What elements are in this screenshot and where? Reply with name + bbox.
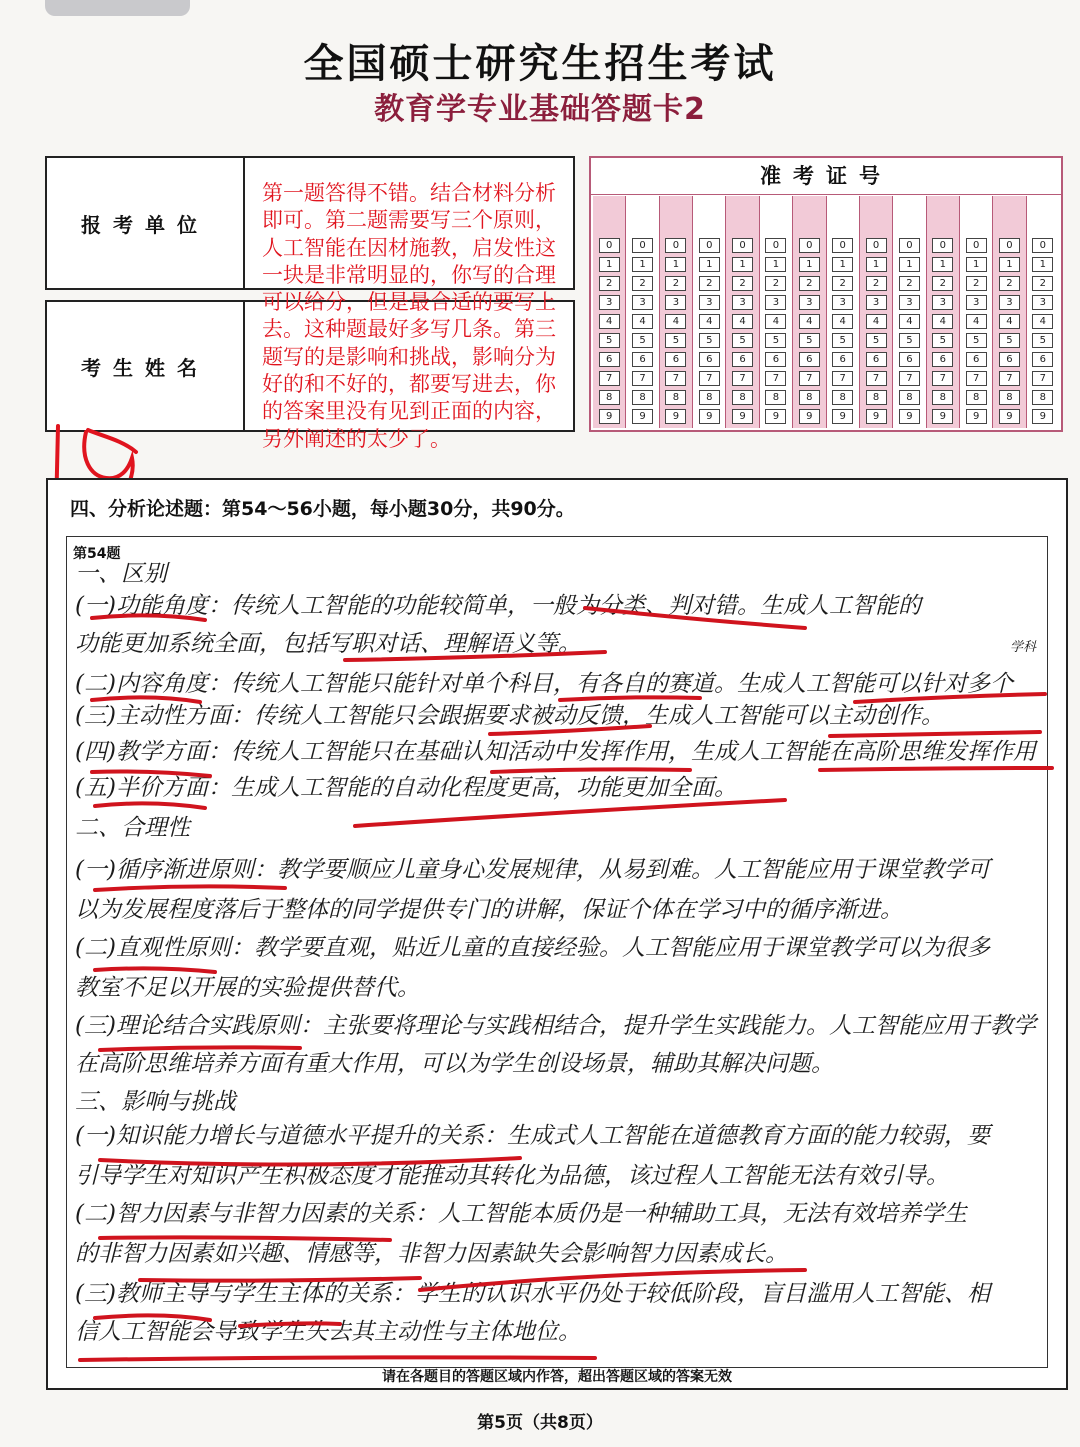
digit-bubble[interactable]: 7 <box>699 371 720 386</box>
page-number: 第5页（共8页） <box>477 1413 603 1433</box>
digit-bubble[interactable]: 7 <box>899 371 920 386</box>
digit-bubble[interactable]: 1 <box>866 257 887 272</box>
digit-bubble[interactable]: 1 <box>765 257 786 272</box>
digit-bubble[interactable]: 2 <box>999 276 1020 291</box>
score-value: 19 <box>40 418 42 419</box>
digit-bubble[interactable]: 6 <box>866 352 887 367</box>
digit-bubble[interactable]: 8 <box>832 390 853 405</box>
digit-bubble[interactable]: 1 <box>1032 257 1053 272</box>
digit-bubble[interactable]: 2 <box>832 276 853 291</box>
digit-bubble[interactable]: 3 <box>1032 295 1053 310</box>
digit-bubble[interactable]: 9 <box>866 409 887 424</box>
digit-bubble[interactable]: 0 <box>765 238 786 253</box>
answer-notice: 请在各题目的答题区域内作答，超出答题区域的答案无效 <box>382 1369 732 1385</box>
answer-line: 一、区别 <box>75 561 167 587</box>
digit-bubble[interactable]: 2 <box>632 276 653 291</box>
digit-bubble[interactable]: 0 <box>732 238 753 253</box>
digit-bubble[interactable]: 0 <box>665 238 686 253</box>
digit-bubble[interactable]: 4 <box>832 314 853 329</box>
digit-bubble[interactable]: 1 <box>699 257 720 272</box>
digit-bubble[interactable]: 0 <box>1032 238 1053 253</box>
digit-bubble[interactable]: 9 <box>899 409 920 424</box>
id-column <box>960 196 993 428</box>
answer-line: 在高阶思维培养方面有重大作用，可以为学生创设场景，辅助其解决问题。 <box>75 1051 834 1077</box>
digit-bubble[interactable]: 4 <box>632 314 653 329</box>
digit-bubble[interactable]: 5 <box>699 333 720 348</box>
digit-bubble[interactable]: 1 <box>966 257 987 272</box>
digit-bubble[interactable]: 2 <box>665 276 686 291</box>
digit-bubble[interactable]: 3 <box>966 295 987 310</box>
digit-bubble[interactable]: 6 <box>765 352 786 367</box>
digit-bubble[interactable]: 9 <box>699 409 720 424</box>
digit-bubble[interactable]: 2 <box>966 276 987 291</box>
id-column <box>760 196 793 428</box>
digit-bubble[interactable]: 6 <box>599 352 620 367</box>
digit-bubble[interactable]: 8 <box>899 390 920 405</box>
digit-bubble[interactable]: 4 <box>699 314 720 329</box>
unit-label: 报考单位 <box>47 158 245 288</box>
digit-bubble[interactable]: 7 <box>799 371 820 386</box>
digit-bubble[interactable]: 2 <box>866 276 887 291</box>
digit-bubble[interactable]: 0 <box>999 238 1020 253</box>
answer-area <box>46 478 1068 1390</box>
digit-bubble[interactable]: 6 <box>966 352 987 367</box>
digit-bubble[interactable]: 7 <box>932 371 953 386</box>
digit-bubble[interactable]: 4 <box>932 314 953 329</box>
digit-bubble[interactable]: 0 <box>866 238 887 253</box>
digit-bubble[interactable]: 7 <box>632 371 653 386</box>
digit-bubble[interactable]: 3 <box>732 295 753 310</box>
digit-bubble[interactable]: 6 <box>632 352 653 367</box>
digit-bubble[interactable]: 0 <box>832 238 853 253</box>
digit-bubble[interactable]: 1 <box>632 257 653 272</box>
answer-line: 教室不足以开展的实验提供替代。 <box>75 975 420 1001</box>
answer-line: (二)智力因素与非智力因素的关系：人工智能本质仍是一种辅助工具，无法有效培养学生 <box>75 1201 967 1227</box>
admission-title: 准考证号 <box>591 158 1061 195</box>
answer-line: 的非智力因素如兴趣、情感等，非智力因素缺失会影响智力因素成长。 <box>75 1241 788 1267</box>
id-column <box>660 196 693 428</box>
id-column <box>827 196 860 428</box>
question-label: 第54题 <box>73 546 121 562</box>
digit-bubble[interactable]: 0 <box>899 238 920 253</box>
id-column <box>993 196 1026 428</box>
answer-line: (三)教师主导与学生主体的关系：学生的认识水平仍处于较低阶段，盲目滥用人工智能、相 <box>75 1281 990 1307</box>
digit-bubble[interactable]: 6 <box>832 352 853 367</box>
digit-bubble[interactable]: 1 <box>899 257 920 272</box>
digit-bubble[interactable]: 8 <box>799 390 820 405</box>
digit-bubble[interactable]: 3 <box>599 295 620 310</box>
digit-bubble[interactable]: 9 <box>966 409 987 424</box>
digit-bubble[interactable]: 9 <box>732 409 753 424</box>
answer-line: 功能更加系统全面，包括写职对话、理解语义等。 <box>75 631 581 657</box>
digit-bubble[interactable]: 4 <box>899 314 920 329</box>
digit-bubble[interactable]: 9 <box>832 409 853 424</box>
digit-bubble[interactable]: 2 <box>799 276 820 291</box>
admission-number-box <box>589 156 1063 432</box>
digit-bubble[interactable]: 0 <box>699 238 720 253</box>
answer-line: 二、合理性 <box>75 815 190 841</box>
digit-bubble[interactable]: 7 <box>999 371 1020 386</box>
digit-bubble[interactable]: 6 <box>732 352 753 367</box>
digit-bubble[interactable]: 9 <box>1032 409 1053 424</box>
id-column <box>726 196 759 428</box>
digit-bubble[interactable]: 6 <box>1032 352 1053 367</box>
answer-line: (四)教学方面：传统人工智能只在基础认知活动中发挥作用，生成人工智能在高阶思维发挥作用 <box>75 739 1036 765</box>
digit-bubble[interactable]: 5 <box>632 333 653 348</box>
bubble-grid <box>593 196 1059 428</box>
digit-bubble[interactable]: 6 <box>699 352 720 367</box>
digit-bubble[interactable]: 7 <box>966 371 987 386</box>
answer-line: (三)理论结合实践原则：主张要将理论与实践相结合，提升学生实践能力。人工智能应用于教学 <box>75 1013 1036 1039</box>
digit-bubble[interactable]: 6 <box>799 352 820 367</box>
digit-bubble[interactable]: 2 <box>699 276 720 291</box>
answer-box-q54 <box>66 536 1048 1368</box>
digit-bubble[interactable]: 4 <box>732 314 753 329</box>
digit-bubble[interactable]: 5 <box>932 333 953 348</box>
digit-bubble[interactable]: 5 <box>665 333 686 348</box>
digit-bubble[interactable]: 1 <box>832 257 853 272</box>
digit-bubble[interactable]: 5 <box>899 333 920 348</box>
id-column <box>1027 196 1059 428</box>
phone-status-pill <box>45 0 190 16</box>
answer-line: (五)半价方面：生成人工智能的自动化程度更高，功能更加全面。 <box>75 775 737 801</box>
id-column <box>927 196 960 428</box>
digit-bubble[interactable]: 4 <box>799 314 820 329</box>
answer-line: (二)直观性原则：教学要直观，贴近儿童的直接经验。人工智能应用于课堂教学可以为很多 <box>75 935 990 961</box>
id-column <box>860 196 893 428</box>
digit-bubble[interactable]: 5 <box>999 333 1020 348</box>
digit-bubble[interactable]: 7 <box>765 371 786 386</box>
digit-bubble[interactable]: 3 <box>799 295 820 310</box>
digit-bubble[interactable]: 4 <box>999 314 1020 329</box>
digit-bubble[interactable]: 2 <box>765 276 786 291</box>
answer-line: (一)循序渐进原则：教学要顺应儿童身心发展规律，从易到难。人工智能应用于课堂教学可 <box>75 857 990 883</box>
digit-bubble[interactable]: 9 <box>799 409 820 424</box>
answer-line: 引导学生对知识产生积极态度才能推动其转化为品德，该过程人工智能无法有效引导。 <box>75 1163 949 1189</box>
digit-bubble[interactable]: 7 <box>599 371 620 386</box>
digit-bubble[interactable]: 5 <box>966 333 987 348</box>
digit-bubble[interactable]: 6 <box>999 352 1020 367</box>
digit-bubble[interactable]: 3 <box>932 295 953 310</box>
digit-bubble[interactable]: 5 <box>866 333 887 348</box>
digit-bubble[interactable]: 6 <box>665 352 686 367</box>
digit-bubble[interactable]: 1 <box>799 257 820 272</box>
digit-bubble[interactable]: 3 <box>866 295 887 310</box>
answer-line: (一)功能角度：传统人工智能的功能较简单，一般为分类、判对错。生成人工智能的 <box>75 593 921 619</box>
digit-bubble[interactable]: 2 <box>732 276 753 291</box>
digit-bubble[interactable]: 3 <box>899 295 920 310</box>
digit-bubble[interactable]: 8 <box>1032 390 1053 405</box>
digit-bubble[interactable]: 9 <box>932 409 953 424</box>
answer-line: (三)主动性方面：传统人工智能只会跟据要求被动反馈，生成人工智能可以主动创作。 <box>75 703 944 729</box>
digit-bubble[interactable]: 5 <box>1032 333 1053 348</box>
digit-bubble[interactable]: 8 <box>732 390 753 405</box>
digit-bubble[interactable]: 4 <box>966 314 987 329</box>
digit-bubble[interactable]: 8 <box>999 390 1020 405</box>
digit-bubble[interactable]: 3 <box>665 295 686 310</box>
digit-bubble[interactable]: 5 <box>599 333 620 348</box>
digit-bubble[interactable]: 4 <box>665 314 686 329</box>
digit-bubble[interactable]: 3 <box>999 295 1020 310</box>
digit-bubble[interactable]: 9 <box>665 409 686 424</box>
digit-bubble[interactable]: 8 <box>632 390 653 405</box>
digit-bubble[interactable]: 1 <box>665 257 686 272</box>
digit-bubble[interactable]: 6 <box>932 352 953 367</box>
digit-bubble[interactable]: 8 <box>665 390 686 405</box>
answer-line: 信人工智能会导致学生失去其主动性与主体地位。 <box>75 1319 581 1345</box>
answer-line: (一)知识能力增长与道德水平提升的关系：生成式人工智能在道德教育方面的能力较弱，要 <box>75 1123 990 1149</box>
digit-bubble[interactable]: 8 <box>765 390 786 405</box>
answer-line: (二)内容角度：传统人工智能只能针对单个科目，有各自的赛道。生成人工智能可以针对多个 <box>75 671 1013 697</box>
id-column <box>593 196 626 428</box>
teacher-comment: 第一题答得不错。结合材料分析即可。第二题需要写三个原则，人工智能在因材施教，启发性这一块是非常明显的，你写的合理可以给分，但是最合适的要写上去。这种题最好多写几条。第三题写的是影响和挑战，影响分为好的和不好的，都要写进去，你的答案里没有见到正面的内容，另外阐述的太少了。 <box>262 181 556 451</box>
digit-bubble[interactable]: 8 <box>966 390 987 405</box>
digit-bubble[interactable]: 0 <box>966 238 987 253</box>
digit-bubble[interactable]: 9 <box>599 409 620 424</box>
digit-bubble[interactable]: 3 <box>699 295 720 310</box>
digit-bubble[interactable]: 7 <box>1032 371 1053 386</box>
digit-bubble[interactable]: 8 <box>866 390 887 405</box>
digit-bubble[interactable]: 0 <box>599 238 620 253</box>
id-column <box>626 196 659 428</box>
page-subtitle: 教育学专业基础答题卡2 <box>374 92 706 127</box>
answer-line: 三、影响与挑战 <box>75 1089 236 1115</box>
digit-bubble[interactable]: 8 <box>599 390 620 405</box>
margin-note: 学科 <box>1010 640 1037 655</box>
digit-bubble[interactable]: 0 <box>799 238 820 253</box>
page-title: 全国硕士研究生招生考试 <box>303 41 777 87</box>
digit-bubble[interactable]: 2 <box>1032 276 1053 291</box>
digit-bubble[interactable]: 4 <box>1032 314 1053 329</box>
digit-bubble[interactable]: 7 <box>665 371 686 386</box>
digit-bubble[interactable]: 9 <box>765 409 786 424</box>
digit-bubble[interactable]: 6 <box>899 352 920 367</box>
digit-bubble[interactable]: 5 <box>732 333 753 348</box>
digit-bubble[interactable]: 1 <box>599 257 620 272</box>
digit-bubble[interactable]: 7 <box>832 371 853 386</box>
digit-bubble[interactable]: 4 <box>599 314 620 329</box>
digit-bubble[interactable]: 7 <box>866 371 887 386</box>
digit-bubble[interactable]: 0 <box>932 238 953 253</box>
digit-bubble[interactable]: 7 <box>732 371 753 386</box>
digit-bubble[interactable]: 8 <box>932 390 953 405</box>
digit-bubble[interactable]: 1 <box>932 257 953 272</box>
answer-line: 以为发展程度落后于整体的同学提供专门的讲解，保证个体在学习中的循序渐进。 <box>75 897 903 923</box>
name-label: 考生姓名 <box>47 302 245 430</box>
digit-bubble[interactable]: 5 <box>832 333 853 348</box>
id-column <box>793 196 826 428</box>
id-column <box>693 196 726 428</box>
digit-bubble[interactable]: 3 <box>765 295 786 310</box>
digit-bubble[interactable]: 8 <box>699 390 720 405</box>
digit-bubble[interactable]: 5 <box>799 333 820 348</box>
digit-bubble[interactable]: 2 <box>599 276 620 291</box>
digit-bubble[interactable]: 4 <box>765 314 786 329</box>
digit-bubble[interactable]: 9 <box>632 409 653 424</box>
digit-bubble[interactable]: 1 <box>999 257 1020 272</box>
digit-bubble[interactable]: 5 <box>765 333 786 348</box>
digit-bubble[interactable]: 2 <box>932 276 953 291</box>
digit-bubble[interactable]: 0 <box>632 238 653 253</box>
digit-bubble[interactable]: 3 <box>832 295 853 310</box>
digit-bubble[interactable]: 2 <box>899 276 920 291</box>
section-header: 四、分析论述题：第54～56小题，每小题30分，共90分。 <box>70 498 575 520</box>
digit-bubble[interactable]: 3 <box>632 295 653 310</box>
digit-bubble[interactable]: 9 <box>999 409 1020 424</box>
id-column <box>893 196 926 428</box>
digit-bubble[interactable]: 4 <box>866 314 887 329</box>
digit-bubble[interactable]: 1 <box>732 257 753 272</box>
